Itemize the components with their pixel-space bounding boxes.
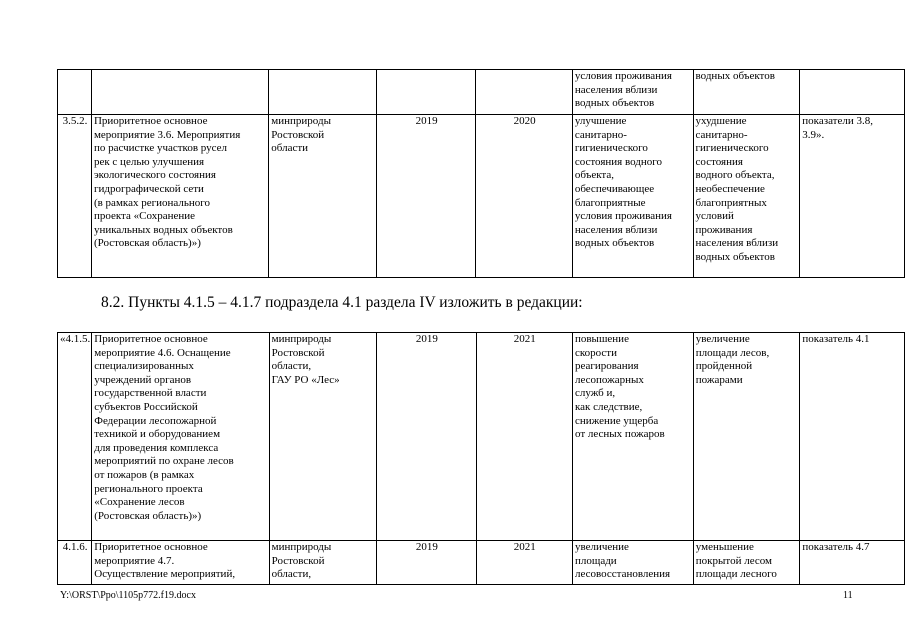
table-row xyxy=(58,333,905,541)
row-number: 3.5.2. xyxy=(58,115,92,278)
indicator-link: показатели 3.8, 3.9». xyxy=(800,115,905,278)
executor: минприроды Ростовской области xyxy=(269,115,377,278)
end-year xyxy=(476,70,572,115)
section-heading: 8.2. Пункты 4.1.5 – 4.1.7 подраздела 4.1 раздела IV изложить в редакции: xyxy=(101,294,583,311)
start-year: 2019 xyxy=(376,115,475,278)
page-number: 11 xyxy=(843,590,853,601)
measures-table-new xyxy=(57,332,905,585)
expected-result: повышение скорости реагирования лесопожарных служб и, как следствие, снижение ущерба от лесных пожаров xyxy=(572,333,693,541)
start-year: 2019 xyxy=(377,541,476,585)
indicator-link: показатель 4.7 xyxy=(800,541,905,585)
row-number: «4.1.5. xyxy=(58,333,92,541)
table-row xyxy=(58,70,905,115)
measure-name: Приоритетное основное мероприятие 4.7. Осуществление мероприятий, xyxy=(92,541,269,585)
measure-name xyxy=(91,70,268,115)
row-number: 4.1.6. xyxy=(58,541,92,585)
table-row xyxy=(58,541,905,585)
consequence: ухудшение санитарно- гигиенического состояния водного объекта, необеспечение благоприятных условий проживания населения вблизи водных объектов xyxy=(693,115,800,278)
start-year: 2019 xyxy=(377,333,476,541)
end-year: 2020 xyxy=(476,115,572,278)
consequence: уменьшение покрытой лесом площади лесного xyxy=(693,541,800,585)
consequence: водных объектов xyxy=(693,70,800,115)
executor: минприроды Ростовской области, ГАУ РО «Лес» xyxy=(269,333,377,541)
measure-name: Приоритетное основное мероприятие 4.6. Оснащение специализированных учреждений органов государственной власти субъектов Российской Федерации лесопожарной техникой и оборудованием для проведения комплекса мероприятий по охране лесов от пожаров (в рамках регионального проекта «Сохранение лесов (Ростовская область)») xyxy=(92,333,269,541)
executor: минприроды Ростовской области, xyxy=(269,541,377,585)
indicator-link xyxy=(800,70,905,115)
expected-result: условия проживания населения вблизи водных объектов xyxy=(572,70,693,115)
row-number xyxy=(58,70,92,115)
expected-result: увеличение площади лесовосстановления xyxy=(572,541,693,585)
indicator-link: показатель 4.1 xyxy=(800,333,905,541)
end-year: 2021 xyxy=(476,333,572,541)
end-year: 2021 xyxy=(476,541,572,585)
table-row xyxy=(58,115,905,278)
measure-name: Приоритетное основное мероприятие 3.6. Мероприятия по расчистке участков русел рек с целью улучшения экологического состояния гидрографической сети (в рамках регионального проекта «Сохранение уникальных водных объектов (Ростовская область)») xyxy=(91,115,268,278)
expected-result: улучшение санитарно- гигиенического состояния водного объекта, обеспечивающее благоприятные условия проживания населения вблизи водных объектов xyxy=(572,115,693,278)
executor xyxy=(269,70,377,115)
measures-table-continued xyxy=(57,69,905,278)
footer-file-path: Y:\ORST\Ppo\1105p772.f19.docx xyxy=(60,590,196,601)
consequence: увеличение площади лесов, пройденной пожарами xyxy=(693,333,800,541)
start-year xyxy=(376,70,475,115)
